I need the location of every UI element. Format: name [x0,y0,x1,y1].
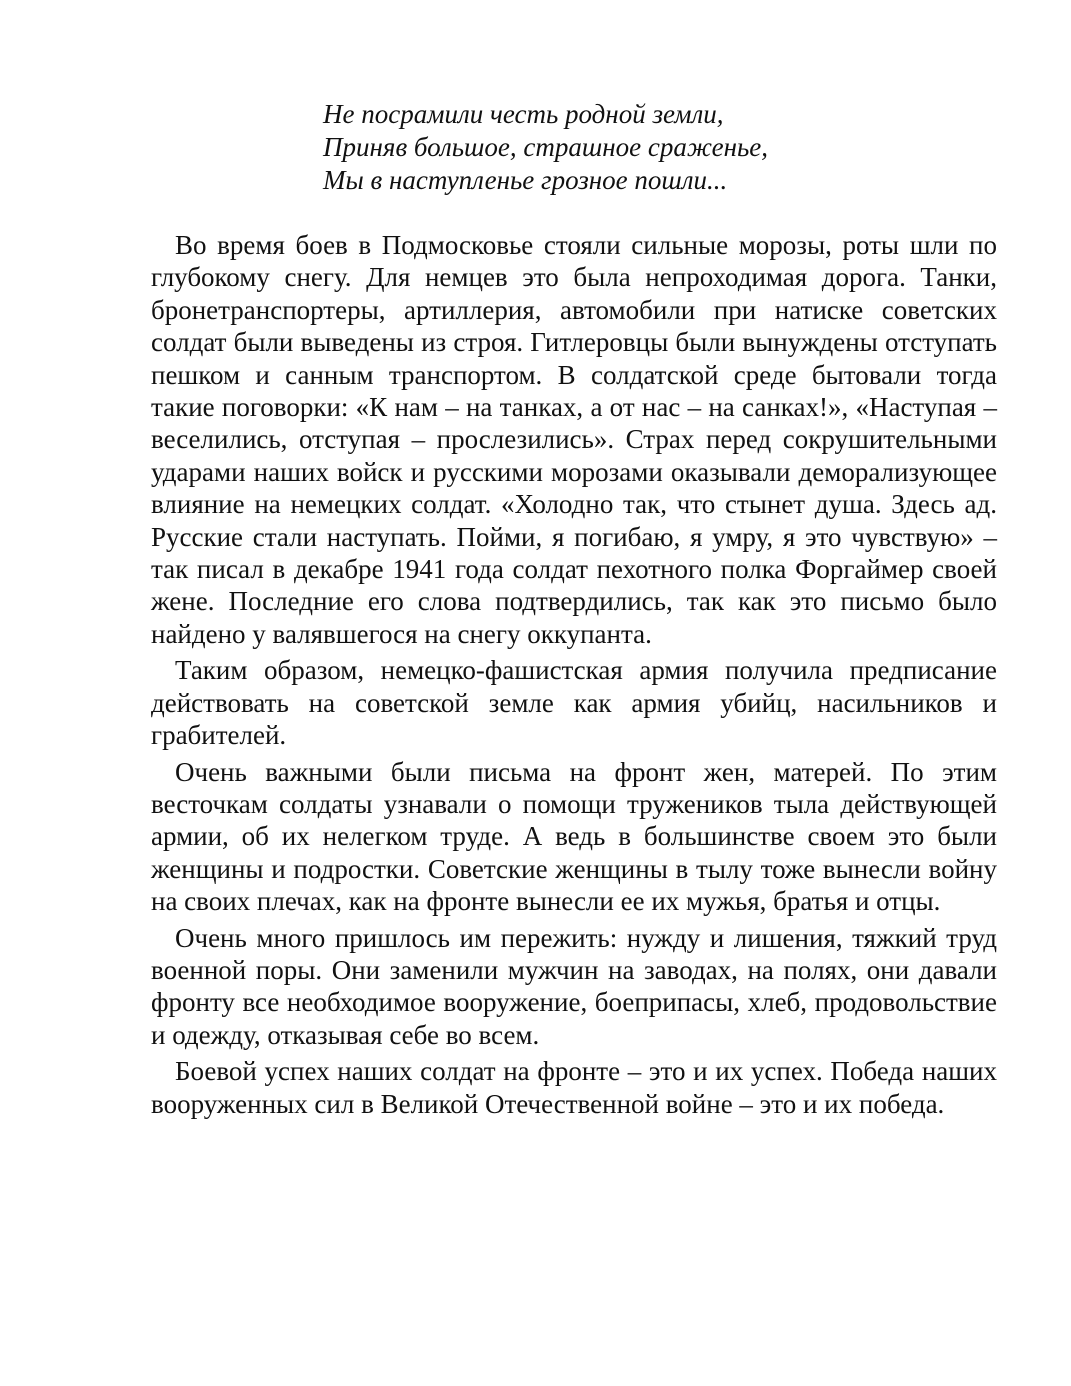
body-text [151,229,997,1124]
poem-line: Приняв большое, страшное сраженье, [323,132,769,162]
paragraph: Боевой успех наших солдат на фронте – это и их успех. Победа наших вооруженных сил в Великой Отечественной войне – это и их победа. [151,1056,997,1119]
paragraph: Очень важными были письма на фронт жен, матерей. По этим весточкам солдаты узнавали о помощи тружеников тыла действующей армии, об их нелегком труде. А ведь в большинстве своем это были женщины и подростки. Советские женщины в тылу тоже вынесли войну на своих плечах, как на фронте вынесли ее их мужья, братья и отцы. [151,756,997,917]
paragraph: Очень много пришлось им пережить: нужду и лишения, тяжкий труд военной поры. Они заменили мужчин на заводах, на полях, они давали фронту все необходимое вооружение, боеприпасы, хлеб, продовольствие и одежду, отказывая себе во всем. [151,922,997,1050]
paragraph: Во время боев в Подмосковье стояли сильные морозы, роты шли по глубокому снегу. Для немцев это была непроходимая дорога. Танки, бронетранспортеры, артиллерия, автомобили при натиске советских солдат были выведены из строя. Гитлеровцы были вынуждены отступать пешком и санным транспортом. В солдатской среде бытовали тогда такие поговорки: «К нам – на танках, а от нас – на санках!», «Наступая – веселились, отступая – прослезились». Страх перед сокрушительными ударами наших войск и русскими морозами оказывали деморализующее влияние на немецких солдат. «Холодно так, что стынет душа. Здесь ад. Русские стали наступать. Пойми, я погибаю, я умру, я это чувствую» – так писал в декабре 1941 года солдат пехотного полка Форгаймер своей жене. Последние его слова подтвердились, так как это письмо было найдено у валявшегося на снегу оккупанта. [151,230,997,649]
poem-line: Не посрамили честь родной земли, [323,99,724,129]
paragraph: Таким образом, немецко-фашистская армия получила предписание действовать на советской земле как армия убийц, насильников и грабителей. [151,655,997,751]
poem-line: Мы в наступленье грозное пошли... [323,165,728,195]
poem-stanza [323,98,963,197]
